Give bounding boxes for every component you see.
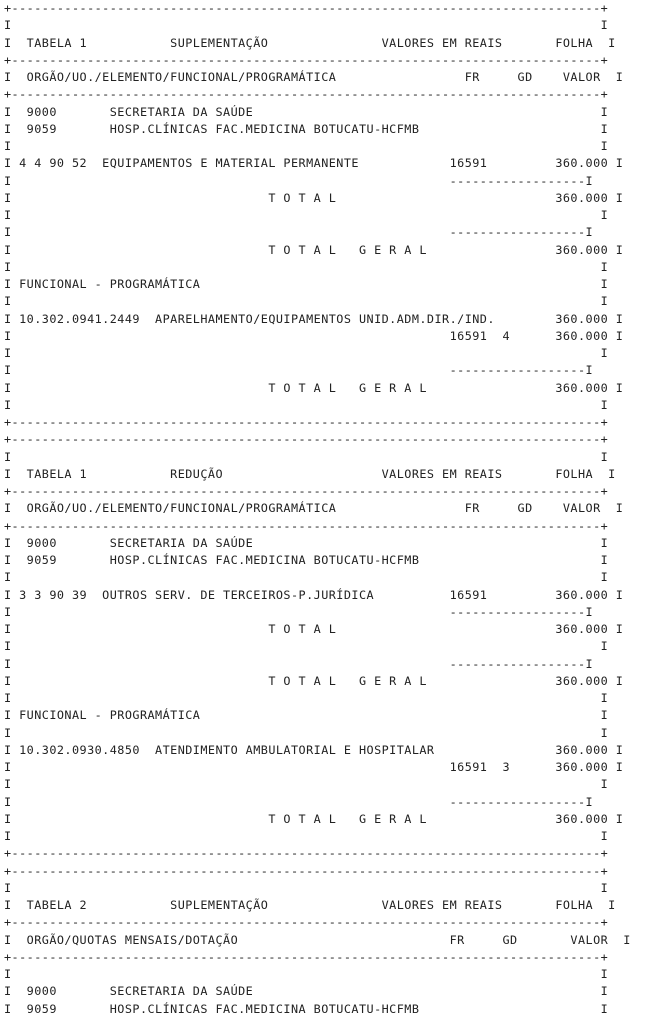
report-line: I I	[4, 397, 609, 412]
total-line: I T O T A L G E R A L 360.000 I	[4, 380, 624, 395]
report-line: I ------------------I	[4, 656, 594, 671]
report-line: I I	[4, 829, 609, 843]
column-header-line: I ORGÃO/UO./ELEMENTO/FUNCIONAL/PROGRAMÁTICA FR GD VALOR I	[4, 501, 624, 516]
report-line: I ------------------I	[4, 363, 594, 378]
report-line: I I	[4, 449, 609, 464]
report-line: I 9059 HOSP.CLÍNICAS FAC.MEDICINA BOTUCATU-HCFMB I	[4, 553, 609, 567]
report-line: I I	[4, 880, 609, 895]
report-line: +------------------------------------------------------------------------------+	[4, 432, 609, 447]
section-title-line: I FUNCIONAL - PROGRAMÁTICA I	[4, 277, 609, 291]
report-line: I 9000 SECRETARIA DA SAÚDE I	[4, 535, 609, 550]
section-title-line: I FUNCIONAL - PROGRAMÁTICA I	[4, 708, 609, 723]
report-line: I I	[4, 139, 609, 153]
total-line: I T O T A L G E R A L 360.000 I	[4, 242, 624, 257]
report-line: I I	[4, 691, 609, 705]
table-header-line: I TABELA 1 REDUÇÃO VALORES EM REAIS FOLHA I	[4, 466, 616, 481]
report-line: I I	[4, 967, 609, 981]
report-line: +------------------------------------------------------------------------------+	[4, 52, 609, 67]
total-line: I T O T A L G E R A L 360.000 I	[4, 811, 624, 826]
report-line: I I	[4, 208, 609, 222]
report-line: I ------------------I	[4, 225, 594, 240]
report-line: I 3 3 90 39 OUTROS SERV. DE TERCEIROS-P.JURÍDICA 16591 360.000 I	[4, 587, 624, 602]
report-line: I 4 4 90 52 EQUIPAMENTOS E MATERIAL PERMANENTE 16591 360.000 I	[4, 156, 624, 171]
column-header-line: I ORGÃO/UO./ELEMENTO/FUNCIONAL/PROGRAMÁTICA FR GD VALOR I	[4, 70, 624, 84]
report-line: I 10.302.0930.4850 ATENDIMENTO AMBULATORIAL E HOSPITALAR 360.000 I	[4, 742, 624, 757]
table-header-line: I TABELA 2 SUPLEMENTAÇÃO VALORES EM REAIS FOLHA I	[4, 898, 616, 912]
report-line: I 9059 HOSP.CLÍNICAS FAC.MEDICINA BOTUCATU-HCFMB I	[4, 121, 609, 136]
report-line: +------------------------------------------------------------------------------+	[4, 915, 609, 930]
report-line: +------------------------------------------------------------------------------+	[4, 518, 609, 533]
report-line: +------------------------------------------------------------------------------+	[4, 415, 609, 429]
report-line: I I	[4, 570, 609, 585]
report-line: I 10.302.0941.2449 APARELHAMENTO/EQUIPAMENTOS UNID.ADM.DIR./IND. 360.000 I	[4, 311, 624, 326]
report-line: I I	[4, 346, 609, 360]
column-header-line: I ORGÃO/QUOTAS MENSAIS/DOTAÇÃO FR GD VALOR I	[4, 932, 631, 947]
total-line: I T O T A L 360.000 I	[4, 190, 624, 205]
report-line: I 9000 SECRETARIA DA SAÚDE I	[4, 984, 609, 999]
report-line: +------------------------------------------------------------------------------+	[4, 846, 609, 861]
total-line: I T O T A L 360.000 I	[4, 622, 624, 636]
report-line: I ------------------I	[4, 794, 594, 809]
report-line: I 16591 3 360.000 I	[4, 760, 624, 774]
report-line: I I	[4, 777, 609, 792]
report-line: I I	[4, 725, 609, 740]
report-line: +------------------------------------------------------------------------------+	[4, 484, 609, 498]
report-line: I I	[4, 639, 609, 654]
report-line: I ------------------I	[4, 173, 594, 188]
table-header-line: I TABELA 1 SUPLEMENTAÇÃO VALORES EM REAIS FOLHA I	[4, 35, 616, 50]
report-line: +------------------------------------------------------------------------------+	[4, 87, 609, 102]
report-line: I I	[4, 18, 609, 33]
report-line: I 9000 SECRETARIA DA SAÚDE I	[4, 104, 609, 119]
report-line: +------------------------------------------------------------------------------+	[4, 949, 609, 964]
report-line: I ------------------I	[4, 604, 594, 619]
report-line: I 16591 4 360.000 I	[4, 328, 624, 343]
report-line: I I	[4, 294, 609, 309]
report-line: +------------------------------------------------------------------------------+	[4, 863, 609, 878]
report-line: +------------------------------------------------------------------------------+	[4, 1, 609, 15]
report-line: I I	[4, 259, 609, 274]
report-line: I 9059 HOSP.CLÍNICAS FAC.MEDICINA BOTUCATU-HCFMB I	[4, 1001, 609, 1015]
total-line: I T O T A L G E R A L 360.000 I	[4, 673, 624, 688]
